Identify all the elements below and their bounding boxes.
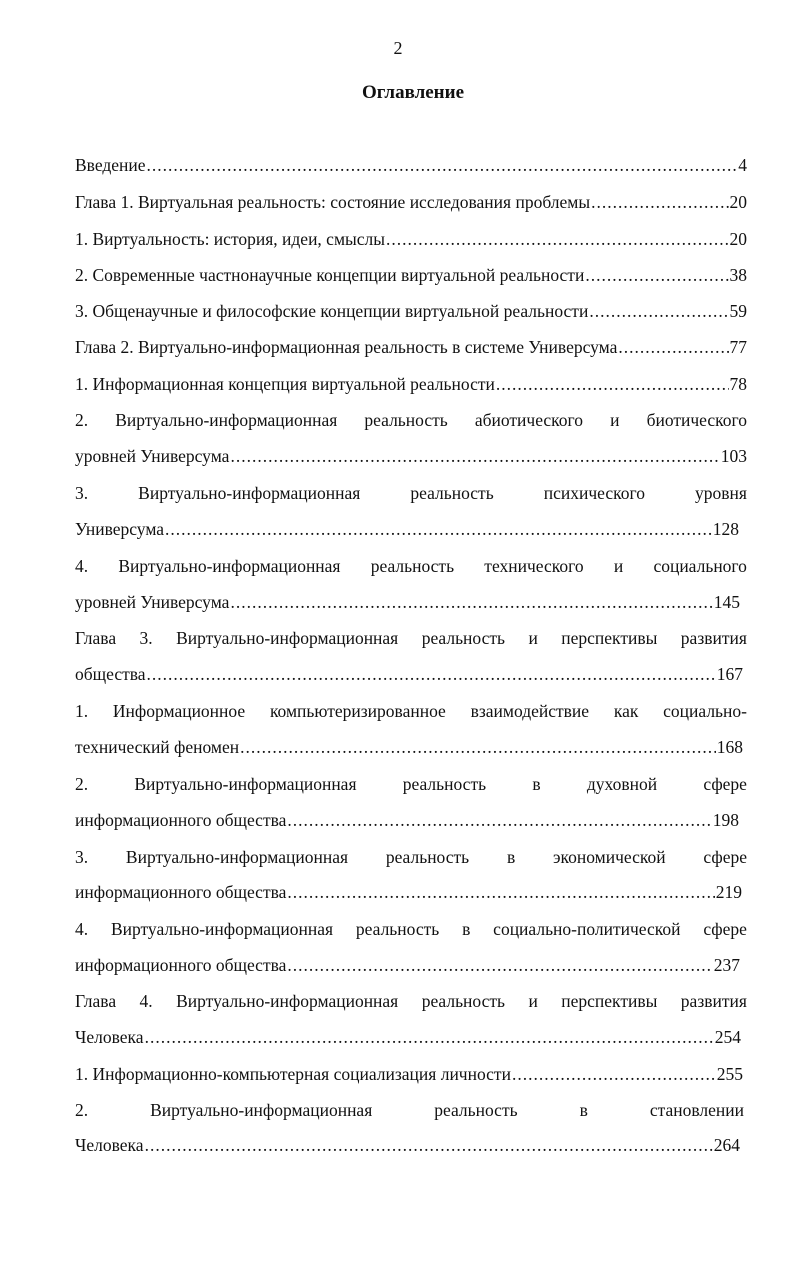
- toc-word: сфере: [703, 919, 747, 939]
- toc-page-number: 167: [716, 664, 743, 684]
- toc-entry-text: уровней Универсума: [75, 592, 230, 612]
- toc-word: реальность: [434, 1100, 518, 1120]
- toc-word: абиотического: [474, 410, 584, 430]
- toc-entry-chapter-4-line2[interactable]: [75, 1026, 741, 1048]
- toc-entry-introduction[interactable]: [75, 154, 747, 176]
- toc-page-number: 219: [715, 882, 742, 902]
- toc-leader-dots: [287, 881, 714, 903]
- toc-word: 2.: [75, 410, 89, 430]
- toc-page-number: 78: [729, 374, 747, 394]
- toc-entry-2-4-line2[interactable]: [75, 591, 740, 613]
- toc-leader-dots: [165, 518, 712, 540]
- toc-entry-1-3[interactable]: [75, 300, 747, 322]
- toc-entry-text: технический феномен: [75, 737, 240, 757]
- toc-leader-dots: [386, 228, 728, 250]
- toc-leader-dots: [589, 300, 728, 322]
- toc-word: Виртуально-информационная: [125, 847, 349, 867]
- toc-word: в: [532, 774, 541, 794]
- toc-word: 1.: [75, 701, 89, 721]
- toc-entry-3-4-line1[interactable]: [75, 918, 747, 940]
- toc-page-number: 145: [713, 592, 740, 612]
- toc-entry-2-3-line2[interactable]: [75, 518, 739, 540]
- toc-word: социального: [653, 556, 747, 576]
- toc-entry-text: Человека: [75, 1027, 144, 1047]
- toc-word: психического: [543, 483, 645, 503]
- toc-leader-dots: [230, 445, 719, 467]
- toc-entry-text: Глава 1. Виртуальная реальность: состояние исследования проблемы: [75, 192, 591, 212]
- toc-leader-dots: [287, 954, 712, 976]
- toc-word: становлении: [649, 1100, 744, 1120]
- toc-entry-2-2-line2[interactable]: [75, 445, 747, 467]
- toc-page-number: 77: [729, 337, 747, 357]
- toc-word: Виртуально-информационная: [138, 483, 361, 503]
- toc-word: реальность: [370, 556, 455, 576]
- toc-word: в: [462, 919, 471, 939]
- toc-word: Виртуально-информационная: [134, 774, 357, 794]
- toc-leader-dots: [496, 373, 729, 395]
- toc-page-number: 237: [713, 955, 740, 975]
- toc-word: экономической: [552, 847, 666, 867]
- toc-entry-2-3-line1[interactable]: [75, 482, 747, 504]
- toc-word: как: [613, 701, 639, 721]
- toc-word: взаимодействие: [470, 701, 590, 721]
- toc-entry-text: 1. Виртуальность: история, идеи, смыслы: [75, 229, 386, 249]
- toc-entry-text: Глава 2. Виртуально-информационная реальность в системе Универсума: [75, 337, 618, 357]
- toc-entry-text: 3. Общенаучные и философские концепции виртуальной реальности: [75, 301, 589, 321]
- toc-entry-text: Человека: [75, 1135, 144, 1155]
- toc-page-number: 255: [716, 1064, 743, 1084]
- toc-page-number: 254: [714, 1027, 741, 1047]
- toc-entry-3-1-line1[interactable]: [75, 700, 747, 722]
- toc-word: биотического: [646, 410, 747, 430]
- toc-word: Информационное: [112, 701, 246, 721]
- toc-leader-dots: [147, 154, 738, 176]
- toc-entry-1-2[interactable]: [75, 264, 747, 286]
- toc-word: реальность: [410, 483, 494, 503]
- toc-word: Виртуально-информационная: [176, 628, 399, 648]
- page-number: 2: [393, 38, 403, 58]
- toc-leader-dots: [591, 191, 728, 213]
- toc-leader-dots: [512, 1063, 716, 1085]
- toc-word: социально-политической: [493, 919, 681, 939]
- toc-entry-chapter-1[interactable]: [75, 191, 747, 213]
- toc-page-number: 20: [729, 192, 747, 212]
- toc-word: реальность: [402, 774, 487, 794]
- toc-word: компьютеризированное: [269, 701, 446, 721]
- toc-entry-3-3-line2[interactable]: [75, 881, 742, 903]
- toc-word: развития: [680, 628, 747, 648]
- toc-word: Виртуально-информационная: [118, 556, 341, 576]
- toc-entry-3-2-line1[interactable]: [75, 773, 747, 795]
- toc-entry-text: Универсума: [75, 519, 165, 539]
- toc-word: в: [506, 847, 516, 867]
- toc-page-number: 4: [738, 155, 747, 175]
- toc-word: и: [528, 991, 538, 1011]
- toc-word: Глава: [75, 628, 117, 648]
- toc-word: реальность: [385, 847, 470, 867]
- toc-entry-chapter-3-line1[interactable]: [75, 627, 747, 649]
- toc-entry-3-4-line2[interactable]: [75, 954, 740, 976]
- toc-word: и: [613, 556, 624, 576]
- toc-entry-chapter-2[interactable]: [75, 336, 747, 358]
- toc-word: реальность: [421, 991, 506, 1011]
- toc-page-number: 128: [712, 519, 739, 539]
- toc-word: Виртуально-информационная: [176, 991, 399, 1011]
- toc-leader-dots: [618, 336, 728, 358]
- toc-entry-text: информационного общества: [75, 882, 287, 902]
- toc-page-number: 59: [729, 301, 747, 321]
- toc-word: и: [528, 628, 538, 648]
- toc-entry-4-2-line1[interactable]: [75, 1099, 744, 1121]
- toc-word: развития: [680, 991, 747, 1011]
- toc-entry-1-1[interactable]: [75, 228, 747, 250]
- toc-entry-3-2-line2[interactable]: [75, 809, 739, 831]
- toc-entry-text: общества: [75, 664, 146, 684]
- toc-word: сфере: [703, 774, 747, 794]
- toc-word: и: [610, 410, 620, 430]
- toc-word: 2.: [75, 774, 89, 794]
- toc-entry-text: информационного общества: [75, 810, 287, 830]
- toc-entry-2-4-line1[interactable]: [75, 555, 747, 577]
- toc-page-number: 20: [729, 229, 747, 249]
- toc-word: реальность: [421, 628, 506, 648]
- toc-leader-dots: [230, 591, 712, 613]
- toc-entry-chapter-4-line1[interactable]: [75, 990, 747, 1012]
- toc-word: 4.: [75, 556, 89, 576]
- toc-word: технического: [484, 556, 584, 576]
- page-title: Оглавление: [361, 82, 465, 103]
- toc-entry-3-3-line1[interactable]: [75, 846, 747, 868]
- toc-entry-2-2-line1[interactable]: [75, 409, 747, 431]
- toc-word: перспективы: [561, 991, 658, 1011]
- toc-page-number: 103: [720, 446, 747, 466]
- toc-entry-3-1-line2[interactable]: [75, 736, 743, 758]
- toc-entry-text: Введение: [75, 155, 146, 175]
- toc-entry-text: 1. Информационная концепция виртуальной реальности: [75, 374, 495, 394]
- toc-word: 3.: [75, 483, 89, 503]
- toc-word: 3.: [139, 628, 153, 648]
- toc-word: 3.: [75, 847, 89, 867]
- toc-entry-4-1[interactable]: [75, 1063, 743, 1085]
- toc-leader-dots: [585, 264, 728, 286]
- toc-entry-text: информационного общества: [75, 955, 287, 975]
- toc-word: в: [579, 1100, 588, 1120]
- toc-entry-4-2-line2[interactable]: [75, 1134, 740, 1156]
- toc-entry-text: уровней Универсума: [75, 446, 230, 466]
- toc-word: Виртуально-информационная: [110, 919, 334, 939]
- toc-entry-chapter-3-line2[interactable]: [75, 663, 743, 685]
- toc-word: Глава: [75, 991, 117, 1011]
- toc-word: реальность: [355, 919, 440, 939]
- toc-entry-2-1[interactable]: [75, 373, 747, 395]
- toc-leader-dots: [287, 809, 711, 831]
- toc-word: духовной: [586, 774, 658, 794]
- toc-word: уровня: [695, 483, 747, 503]
- toc-page-number: 198: [712, 810, 739, 830]
- toc-word: Виртуально-информационная: [150, 1100, 373, 1120]
- toc-page-number: 168: [716, 737, 743, 757]
- toc-word: реальность: [364, 410, 448, 430]
- toc-entry-text: 2. Современные частнонаучные концепции виртуальной реальности: [75, 265, 585, 285]
- toc-page-number: 38: [729, 265, 747, 285]
- toc-word: 4.: [139, 991, 153, 1011]
- toc-word: социально-: [663, 701, 747, 721]
- toc-entry-text: 1. Информационно-компьютерная социализация личности: [75, 1064, 511, 1084]
- toc-leader-dots: [145, 1026, 714, 1048]
- toc-word: сфере: [703, 847, 747, 867]
- toc-word: Виртуально-информационная: [115, 410, 338, 430]
- toc-word: 4.: [75, 919, 89, 939]
- toc-leader-dots: [147, 663, 716, 685]
- toc-word: перспективы: [561, 628, 658, 648]
- toc-page-number: 264: [713, 1135, 740, 1155]
- toc-word: 2.: [75, 1100, 89, 1120]
- toc-leader-dots: [145, 1134, 713, 1156]
- toc-leader-dots: [240, 736, 716, 758]
